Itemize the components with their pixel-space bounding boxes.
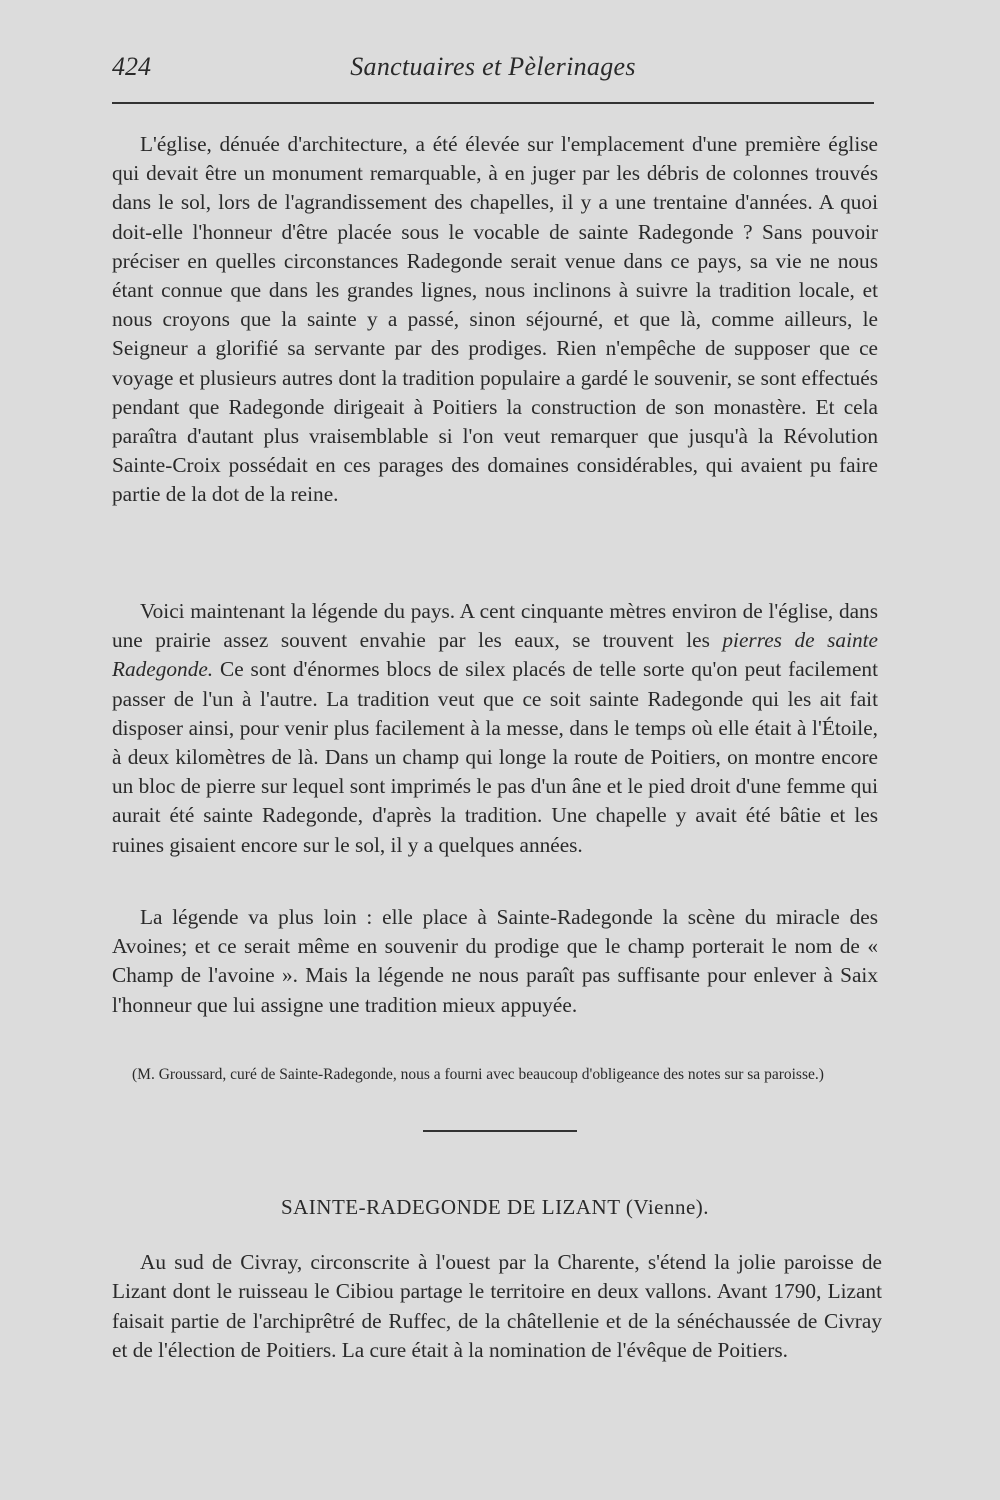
paragraph-avoines: La légende va plus loin : elle place à Sainte-Radegonde la scène du miracle des Avoines; et ce serait même en souvenir du prodige que le champ porterait le nom de « Champ de l'avoine ». Mais la légende ne nous paraît pas suffisante pour enlever à Saix l'honneur que lui assigne une tradition mieux appuyée.	[112, 905, 878, 1017]
section-divider	[423, 1130, 577, 1132]
paragraph-legend	[112, 597, 878, 903]
paragraph-legend-part1: Voici maintenant la légende du pays. A cent cinquante mètres environ de l'église, dans une prairie assez souvent envahie par les eaux, se trouvent les	[112, 599, 878, 653]
emphasized-term: pierres de sainte Radegonde.	[112, 628, 878, 682]
header-rule	[112, 102, 874, 104]
source-note: (M. Groussard, curé de Sainte-Radegonde, nous a fourni avec beaucoup d'obligeance des notes sur sa paroisse.)	[132, 1066, 824, 1083]
paragraph-legend-part2: Ce sont d'énormes blocs de silex placés de telle sorte qu'on peut facilement passer de l'un à l'autre. La tradition veut que ce soit sainte Radegonde qui les ait fait disposer ainsi, pour venir plus facilement à la messe, dans le temps où elle était à l'Étoile, à deux kilomètres de là. Dans un champ qui longe la route de Poitiers, on montre encore un bloc de pierre sur lequel sont imprimés le pas d'un âne et le pied droit d'une femme qui aurait été sainte Radegonde, d'après la tradition. Une chapelle y avait été bâtie et les ruines gisaient encore sur le sol, il y a quelques années.	[112, 657, 878, 857]
page-number: 424	[112, 52, 151, 81]
section-heading: SAINTE-RADEGONDE DE LIZANT (Vienne).	[280, 1195, 710, 1219]
paragraph-church: L'église, dénuée d'architecture, a été élevée sur l'emplacement d'une première église qui devait être un monument remarquable, à en juger par les débris de colonnes trouvés dans le sol, lors de l'agrandissement des chapelles, il y a une trentaine d'années. A quoi doit-elle l'honneur d'être placée sous le vocable de sainte Radegonde ? Sans pouvoir préciser en quelles circonstances Radegonde serait venue dans ce pays, sa vie ne nous étant connue que dans les grandes lignes, nous inclinons à suivre la tradition locale, et nous croyons que la sainte y a passé, sinon séjourné, et que là, comme ailleurs, le Seigneur a glorifié sa servante par des prodiges. Rien n'empêche de supposer que ce voyage et plusieurs autres dont la tradition populaire a gardé le souvenir, se sont effectués pendant que Radegonde dirigeait à Poitiers la construction de son monastère. Et cela paraîtra d'autant plus vraisemblable si l'on veut remarquer que jusqu'à la Révolution Sainte-Croix possédait en ces parages des domaines considérables, qui avaient pu faire partie de la dot de la reine.	[112, 132, 878, 507]
page-header	[112, 52, 874, 88]
paragraph-lizant: Au sud de Civray, circonscrite à l'ouest par la Charente, s'étend la jolie paroisse de Lizant dont le ruisseau le Cibiou partage le territoire en deux vallons. Avant 1790, Lizant faisait partie de l'archiprêtré de Ruffec, de la châtellenie et de la sénéchaussée de Civray et de l'élection de Poitiers. La cure était à la nomination de l'évêque de Poitiers.	[112, 1250, 882, 1363]
section-body	[112, 1248, 882, 1366]
body-text	[112, 130, 878, 1087]
running-title: Sanctuaires et Pèlerinages	[350, 52, 636, 81]
